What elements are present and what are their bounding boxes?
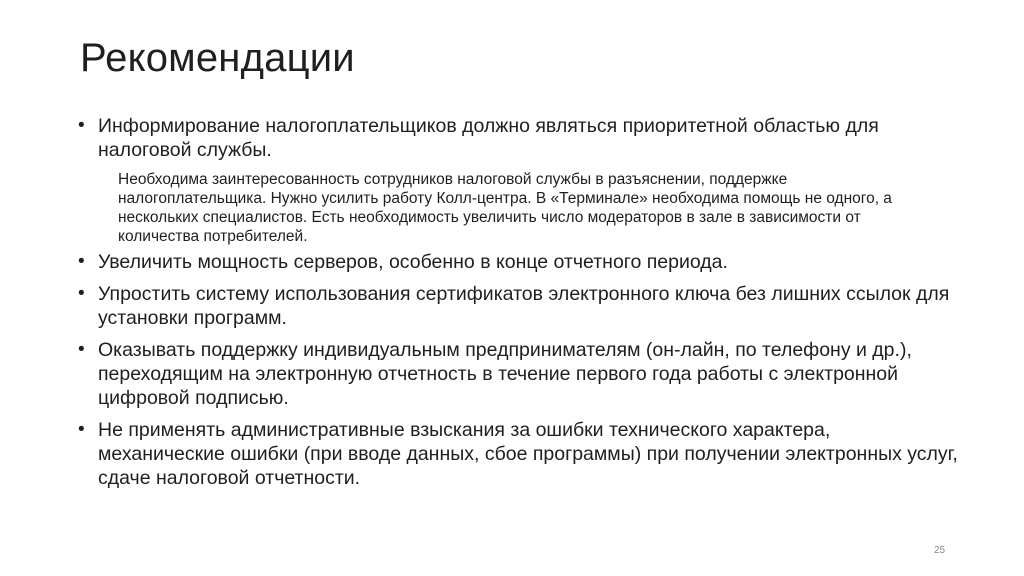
bullet-dot: • [78,283,85,304]
bullet-text-4: Оказывать поддержку индивидуальным предпринимателям (он-лайн, по телефону и др.), переходящим на электронную отчетность в течение первого года работы с электронной цифровой подписью. [98,339,912,409]
page-number: 25 [934,545,946,556]
bullet-item-1 [78,114,958,162]
bullet-list [78,114,958,498]
bullet-dot: • [78,251,85,272]
sub-paragraph-1: Необходима заинтересованность сотрудников налоговой службы в разъяснении, поддержке налогоплательщика. Нужно усилить работу Колл-центра. В «Терминале» необходима помощь не одного, а нескольких специалистов. Есть необходимость увеличить число модераторов в зале в зависимости от количества потребителей. [118,171,892,245]
bullet-dot: • [78,115,85,136]
bullet-item-2 [78,250,958,274]
bullet-dot: • [78,419,85,440]
bullet-dot: • [78,339,85,360]
bullet-item-5 [78,418,958,490]
bullet-text-5: Не применять административные взыскания за ошибки технического характера, механические ошибки (при вводе данных, сбое программы) при получении электронных услуг, сдаче налоговой отчетности. [98,419,958,489]
bullet-item-3 [78,282,958,330]
bullet-text-1: Информирование налогоплательщиков должно являться приоритетной областью для налоговой службы. [98,115,879,161]
bullet-item-4 [78,338,958,410]
bullet-text-2: Увеличить мощность серверов, особенно в конце отчетного периода. [98,251,728,273]
bullet-text-3: Упростить систему использования сертификатов электронного ключа без лишних ссылок для установки программ. [98,283,950,329]
slide-title: Рекомендации [80,36,355,80]
